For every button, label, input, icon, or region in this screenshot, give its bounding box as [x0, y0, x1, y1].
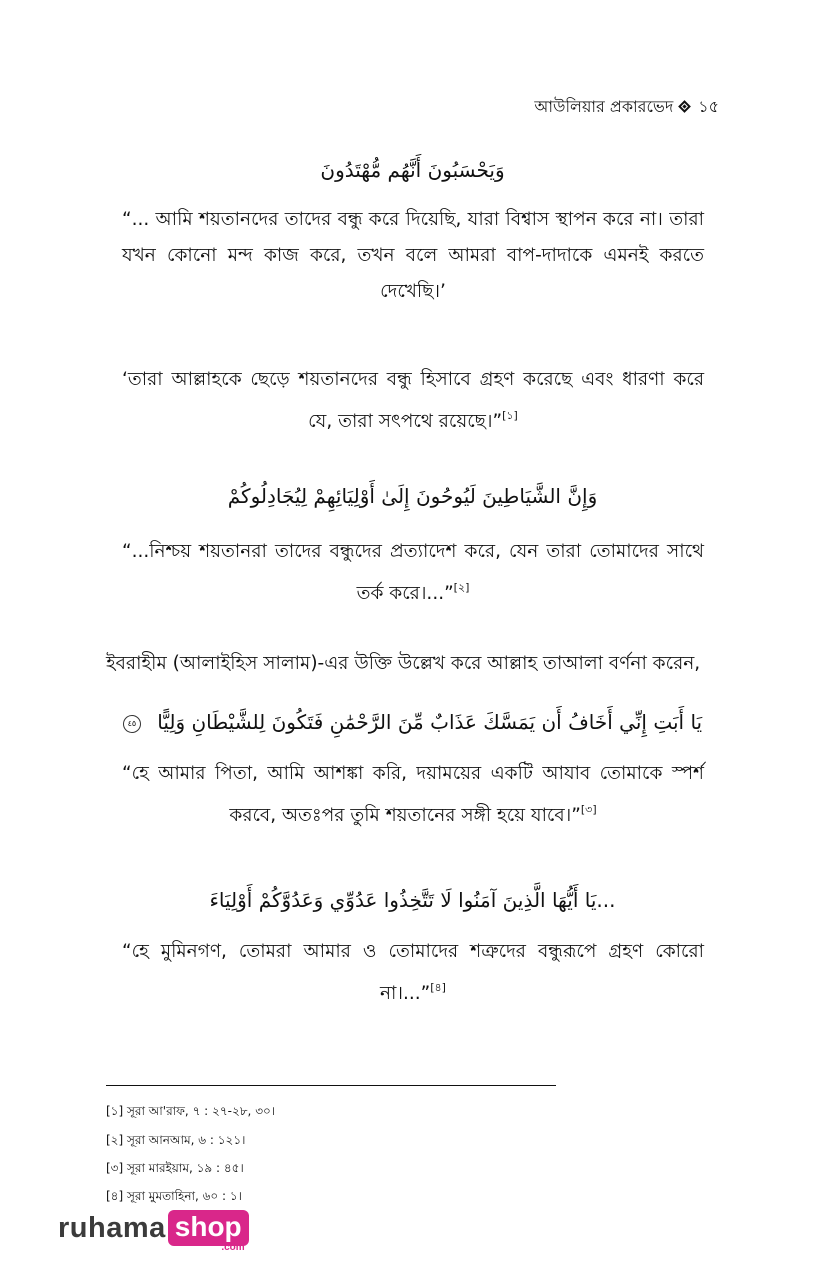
footnote-divider — [106, 1085, 556, 1086]
intro-paragraph: ইবরাহীম (আলাইহিস সালাম)-এর উক্তি উল্লেখ করে আল্লাহ তাআলা বর্ণনা করেন, — [106, 653, 701, 674]
logo-shop-badge — [168, 1210, 249, 1253]
footnote-2: [২] সূরা আনআম, ৬ : ১২১। — [106, 1133, 246, 1147]
logo-text-shop: shop — [168, 1210, 249, 1246]
footnote-4: [৪] সূরা মুমতাহিনা, ৬০ : ১। — [106, 1189, 242, 1203]
footnote-ref-3[interactable]: [৩] — [580, 803, 597, 816]
arabic-verse-3 — [100, 710, 725, 734]
running-header — [534, 94, 719, 121]
translation-paragraph-1: “... আমি শয়তানদের তাদের বন্ধু করে দিয়েছি, যারা বিশ্বাস স্থাপন করে না। তারা যখন কোনো মন্দ কাজ করে, তখন বলে আমরা বাপ-দাদাকে এমনই করতে দেখেছি।’ — [122, 209, 704, 302]
translation-text: “...নিশ্চয় শয়তানরা তাদের বন্ধুদের প্রত্যাদেশ করে, যেন তারা তোমাদের সাথে তর্ক করে।...” — [122, 541, 704, 604]
translation-text: “হে আমার পিতা, আমি আশঙ্কা করি, দয়াময়ের একটি আযাব তোমাকে স্পর্শ করবে, অতঃপর তুমি শয়তানের সঙ্গী হয়ে যাবে।” — [122, 763, 704, 826]
ayah-number-icon: ٤٥ — [123, 715, 141, 733]
footnote-3: [৩] সূরা মারইয়াম, ১৯ : ৪৫। — [106, 1161, 244, 1175]
diamond-bullet-icon — [679, 101, 692, 114]
translation-paragraph-3 — [122, 534, 704, 612]
translation-paragraph-5 — [122, 934, 704, 1012]
arabic-verse-text: يَا أَبَتِ إِنِّي أَخَافُ أَن يَمَسَّكَ عَذَابٌ مِّنَ الرَّحْمَٰنِ فَتَكُونَ لِلشَّيْطَانِ وَلِيًّا — [157, 710, 703, 734]
arabic-verse-4: ...يَا أَيُّهَا الَّذِينَ آمَنُوا لَا تَتَّخِذُوا عَدُوِّي وَعَدُوَّكُمْ أَوْلِيَاءَ — [209, 888, 616, 912]
logo-text-com: .com — [221, 1242, 245, 1253]
footnote-ref-1[interactable]: [১] — [502, 409, 518, 422]
chapter-title: আউলিয়ার প্রকারভেদ — [534, 97, 674, 116]
footnote-ref-2[interactable]: [২] — [453, 581, 470, 594]
arabic-verse-2: وَإِنَّ الشَّيَاطِينَ لَيُوحُونَ إِلَىٰ أَوْلِيَائِهِمْ لِيُجَادِلُوكُمْ — [227, 484, 598, 508]
logo-text-ruhama: ruhama — [58, 1211, 166, 1244]
arabic-verse-1: وَيَحْسَبُونَ أَنَّهُم مُّهْتَدُونَ — [320, 158, 505, 182]
page-number: ১৫ — [698, 97, 719, 116]
translation-paragraph-4 — [122, 756, 704, 834]
ruhamashop-logo — [58, 1210, 249, 1253]
footnote-ref-4[interactable]: [৪] — [430, 981, 446, 994]
translation-paragraph-2 — [122, 362, 704, 440]
translation-text: “হে মুমিনগণ, তোমরা আমার ও তোমাদের শত্রুদের বন্ধুরূপে গ্রহণ কোরো না।...” — [122, 941, 704, 1004]
translation-text: ‘তারা আল্লাহকে ছেড়ে শয়তানদের বন্ধু হিসাবে গ্রহণ করেছে এবং ধারণা করে যে, তারা সৎপথে রয়েছে।” — [122, 369, 704, 432]
footnote-1: [১] সূরা আ'রাফ, ৭ : ২৭-২৮, ৩০। — [106, 1104, 276, 1118]
